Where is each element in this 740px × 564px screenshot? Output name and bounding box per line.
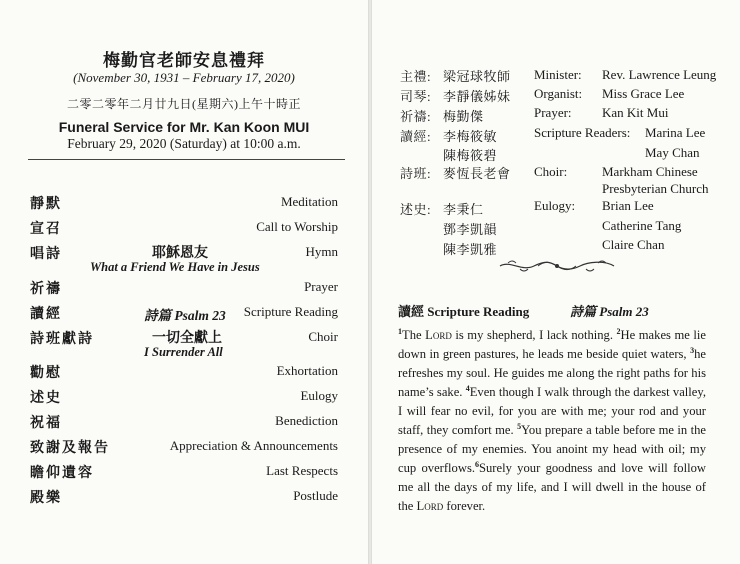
verse-number: 5 (517, 421, 522, 431)
choir-song-en: I Surrender All (144, 345, 223, 359)
program-item-zh: 詩班獻詩 (30, 332, 94, 347)
eulogy-en: Brian Lee (602, 198, 654, 213)
service-datetime-english: February 29, 2020 (Saturday) at 10:00 a.m. (67, 136, 301, 151)
verse-number: 1 (398, 326, 402, 336)
program-item-zh: 述史 (30, 391, 62, 406)
reader-zh: 李梅筱敏 (443, 129, 498, 144)
prayer-label-en: Prayer: (534, 105, 572, 120)
verse-text: You prepare a table before me in the presence of my enemies. You anoint my head with oil; my cup overflows. (398, 423, 706, 475)
program-item-en: Appreciation & Announcements (169, 438, 338, 453)
program-item (30, 387, 338, 405)
psalm-heading (570, 301, 649, 320)
prayer-zh: 梅勤傑 (443, 109, 484, 124)
program-item (30, 303, 338, 321)
organist-label-en: Organist: (534, 86, 583, 101)
program-item-en: Call to Worship (256, 219, 338, 234)
program-item-en: Choir (308, 329, 338, 344)
verse-number: 2 (616, 326, 621, 336)
program-item-zh: 祝福 (30, 416, 62, 431)
program-item-zh: 殿樂 (30, 491, 62, 506)
reader-en: Marina Lee (645, 125, 706, 140)
program-item (30, 218, 338, 236)
choir-label-en: Choir: (534, 164, 568, 179)
psalm-heading-en: Psalm 23 (599, 304, 649, 319)
verse-number: 3 (690, 345, 695, 355)
minister-en: Rev. Lawrence Leung (602, 67, 717, 82)
eulogy-zh: 鄧李凱韻 (443, 222, 498, 237)
eulogy-zh: 李秉仁 (443, 202, 484, 217)
program-item-en: Benediction (275, 413, 338, 428)
scripture-heading-zh: 讀經 (398, 304, 425, 319)
program-item-en: Eulogy (300, 388, 338, 403)
service-datetime-chinese: 二零二零年二月廿九日(星期六)上午十時正 (67, 97, 301, 111)
program-item-en: Hymn (305, 244, 338, 259)
page-fold (368, 0, 372, 564)
scripture-reading-heading (398, 301, 529, 320)
flourish-ornament-icon (498, 258, 616, 274)
verse-text: The (402, 328, 426, 342)
program-item-en: Exhortation (276, 363, 338, 378)
verse-text: he refreshes my soul. He guides me along the right paths for his name’s sake. (398, 347, 706, 399)
verse-text: Even though I walk through the darkest valley, I will fear no evil, for you are with me; your rod and your staff, they comfort me. (398, 385, 706, 437)
prayer-en: Kan Kit Mui (602, 105, 669, 120)
minister-label-zh: 主禮: (400, 69, 432, 84)
organist-zh: 李靜儀姊妹 (443, 89, 511, 104)
program-item-en: Postlude (293, 488, 338, 503)
program-item-zh: 唱詩 (30, 247, 62, 262)
program-item-en: Last Respects (266, 463, 338, 478)
hymn-title-zh: 耶穌恩友 (152, 246, 208, 261)
title-chinese: 梅勤官老師安息禮拜 (103, 51, 265, 70)
program-item (30, 328, 338, 346)
program-item-zh: 致謝及報告 (30, 441, 110, 456)
eulogy-en: Catherine Tang (602, 218, 682, 233)
readers-label-zh: 讀經: (400, 129, 432, 144)
verse-text: Lord (416, 499, 444, 513)
minister-label-en: Minister: (534, 67, 582, 82)
program-item (30, 362, 338, 380)
choir-zh: 麥恆長老會 (443, 166, 511, 181)
psalm-text (398, 326, 706, 516)
verse-text: is my shepherd, I lack nothing. (451, 328, 617, 342)
eulogy-label-zh: 述史: (400, 202, 432, 217)
program-item-en: Prayer (304, 279, 338, 294)
hymn-title-en: What a Friend We Have in Jesus (90, 260, 260, 274)
program-item (30, 487, 338, 505)
readers-label-en: Scripture Readers: (534, 125, 631, 140)
choir-en: Markham Chinese (602, 164, 698, 179)
header-divider (28, 159, 345, 160)
program-item (30, 412, 338, 430)
verse-text: forever. (443, 499, 486, 513)
choir-en: Presbyterian Church (602, 181, 709, 196)
reader-zh: 陳梅筱碧 (443, 148, 498, 163)
program-item (30, 462, 338, 480)
verse-number: 6 (475, 459, 479, 469)
scripture-ref: 詩篇 Psalm 23 (144, 308, 226, 323)
program-item (30, 243, 338, 261)
reader-en: May Chan (645, 145, 700, 160)
eulogy-zh: 陳李凱雅 (443, 242, 498, 257)
minister-zh: 梁冠球牧師 (443, 69, 511, 84)
verse-number: 4 (465, 383, 470, 393)
program-item-zh: 靜默 (30, 197, 62, 212)
choir-song-zh: 一切全獻上 (152, 331, 222, 346)
title-english: Funeral Service for Mr. Kan Koon MUI (58, 119, 310, 135)
psalm-heading-zh: 詩篇 (570, 304, 597, 319)
program-item (30, 437, 338, 455)
program-item-zh: 讀經 (30, 307, 62, 322)
life-dates: (November 30, 1931 – February 17, 2020) (73, 70, 295, 85)
eulogy-label-en: Eulogy: (534, 198, 576, 213)
program-item-zh: 瞻仰遺容 (30, 466, 94, 481)
choir-label-zh: 詩班: (400, 166, 432, 181)
program-item-zh: 祈禱 (30, 282, 62, 297)
program-item-en: Meditation (280, 194, 338, 209)
program-item-zh: 勸慰 (30, 366, 62, 381)
program-item (30, 278, 338, 296)
verse-text: Lord (425, 328, 452, 342)
program-item-zh: 宣召 (30, 222, 62, 237)
organist-en: Miss Grace Lee (602, 86, 685, 101)
verse-text: Surely your goodness and love will follow me all the days of my life, and I will dwell in the house of the (398, 461, 706, 513)
program-item-en: Scripture Reading (243, 304, 338, 319)
scripture-heading-en: Scripture Reading (427, 304, 530, 319)
program-item (30, 193, 338, 211)
organist-label-zh: 司琴: (400, 89, 432, 104)
verse-text: He makes me lie down in green pastures, he leads me beside quiet waters, (398, 328, 706, 361)
eulogy-en: Claire Chan (602, 237, 665, 252)
prayer-label-zh: 祈禱: (400, 109, 432, 124)
